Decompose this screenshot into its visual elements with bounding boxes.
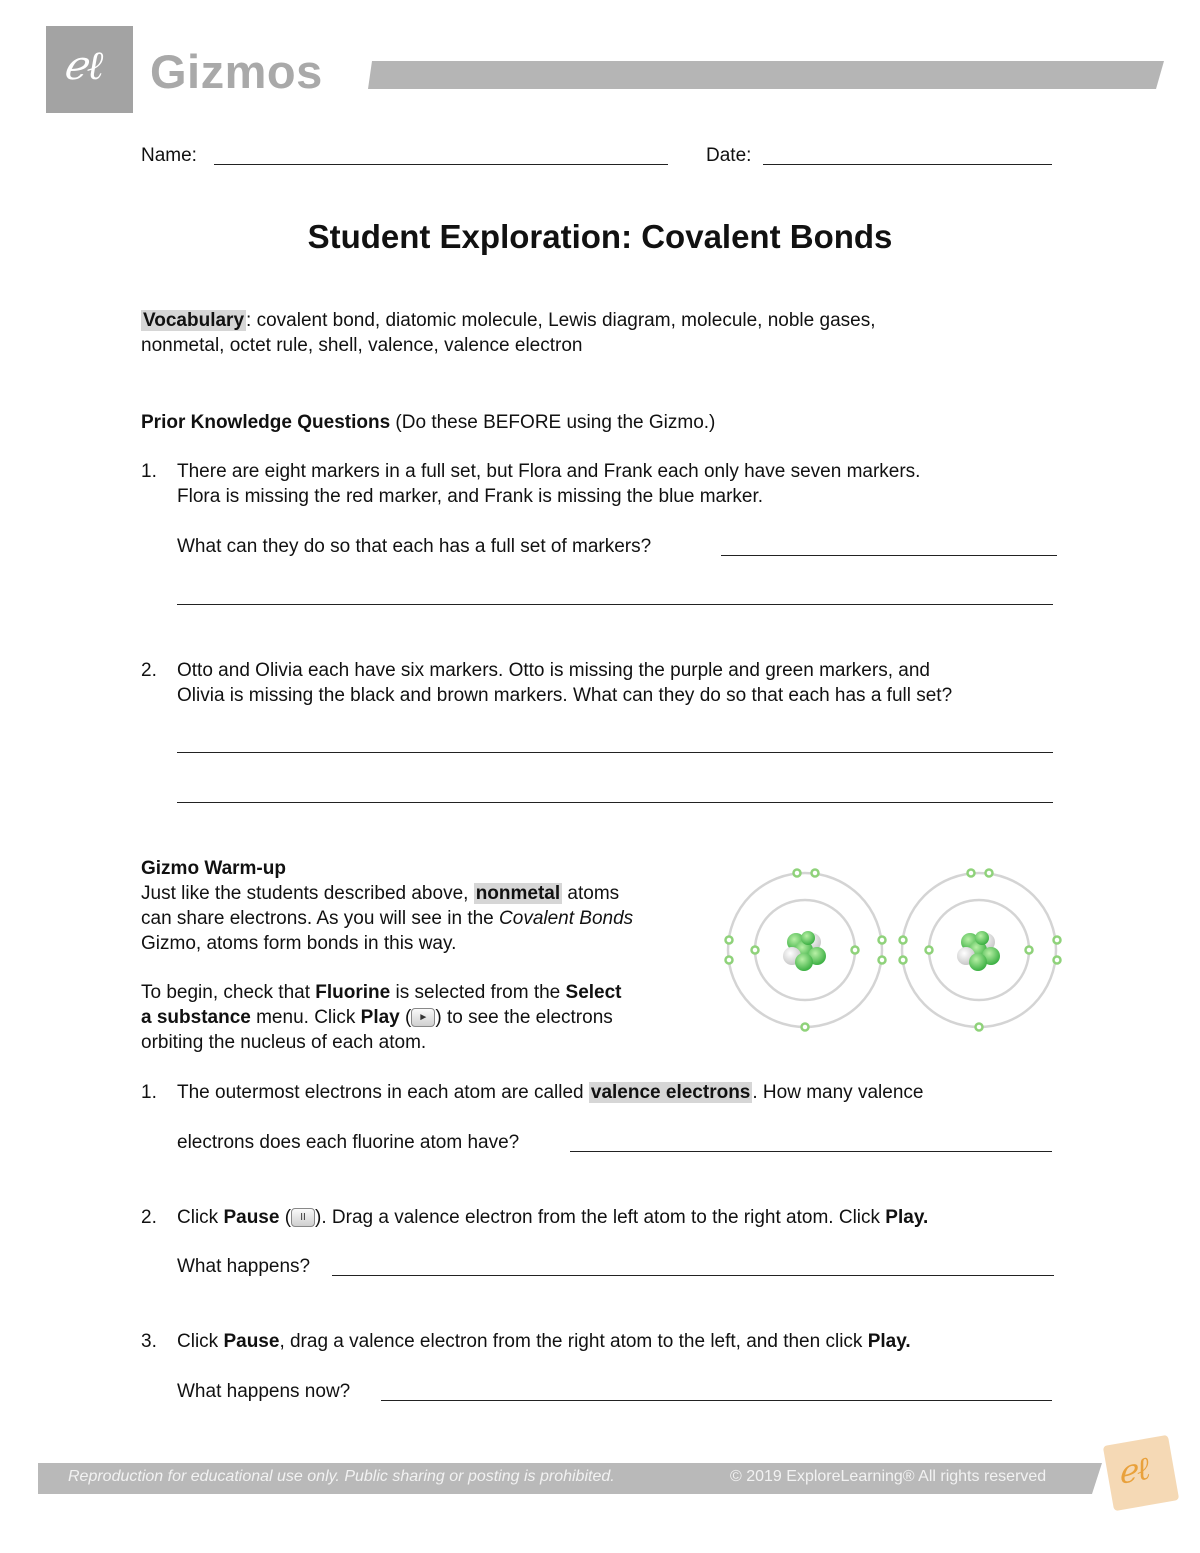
pause-label: Pause [223,1331,280,1352]
logo-glyph-small: ℯℓ [1114,1448,1153,1492]
prior-q2-answer-line-1[interactable] [177,752,1053,753]
header-bar [368,61,1164,89]
fluorine-label: Fluorine [315,982,391,1003]
warmup-line-5 [141,1005,613,1030]
warmup-line-1 [141,881,619,906]
warmup-text: Just like the students described above, [141,883,474,904]
warmup-line-3: Gizmo, atoms form bonds in this way. [141,933,457,954]
prior-q2-line1: Otto and Olivia each have six markers. Otto is missing the purple and green markers, and [177,660,930,681]
date-field[interactable] [763,164,1052,165]
warmup-text: ( [279,1207,292,1228]
warmup-text: ). Drag a valence electron from the left atom to the right atom. Click [315,1207,886,1228]
play-label: Play. [885,1207,929,1228]
warmup-text: ) to see the electrons [435,1007,613,1028]
nonmetal-highlight: nonmetal [475,883,561,904]
warmup-text: atoms [562,883,620,904]
right-atom [900,870,1061,1031]
footer-disclaimer: Reproduction for educational use only. Public sharing or posting is prohibited. [68,1468,615,1485]
fluorine-atoms-illustration [722,862,1066,1034]
prior-q1-answer-line-2[interactable] [177,604,1053,605]
play-label: Play [360,1007,400,1028]
warmup-q1-answer-line[interactable] [570,1151,1052,1152]
prior-q1-answer-line-1[interactable] [721,555,1057,556]
select-label: Select [565,982,622,1003]
prior-heading-note: (Do these BEFORE using the Gizmo.) [390,412,716,433]
prior-heading [141,410,715,435]
explorelearning-logo [1103,1435,1179,1511]
play-label: Play. [867,1331,911,1352]
page-title: Student Exploration: Covalent Bonds [307,218,893,255]
warmup-q1-line1 [177,1080,923,1105]
logo-badge [46,26,133,113]
logo-glyph: ℯℓ [63,43,104,89]
vocabulary-line-1 [141,308,875,333]
warmup-line-4 [141,980,622,1005]
prior-q1-number: 1. [141,461,157,482]
vocabulary-label: Vocabulary [143,310,245,331]
vocabulary-terms-1: : covalent bond, diatomic molecule, Lewis diagram, molecule, noble gases, [246,310,876,331]
prior-q2-number: 2. [141,660,157,681]
warmup-heading: Gizmo Warm-up [141,858,286,879]
warmup-q2-number: 2. [141,1207,157,1228]
left-atom [726,870,886,1031]
nucleus-icon [957,931,1000,971]
warmup-q2-answer-line[interactable] [332,1275,1054,1276]
warmup-q3-line2: What happens now? [177,1381,351,1402]
warmup-q2-line1 [177,1205,928,1230]
warmup-q1-number: 1. [141,1082,157,1103]
prior-q1-question: What can they do so that each has a full set of markers? [177,536,652,557]
warmup-text: menu. Click [250,1007,361,1028]
warmup-q2-line2: What happens? [177,1256,311,1277]
warmup-line-6: orbiting the nucleus of each atom. [141,1032,427,1053]
warmup-text: Click [177,1331,224,1352]
prior-q2-line2: Olivia is missing the black and brown markers. What can they do so that each has a full set? [177,685,953,706]
name-label: Name: [141,145,197,166]
pause-label: Pause [223,1207,280,1228]
warmup-q1-line2: electrons does each fluorine atom have? [177,1132,520,1153]
play-icon: ► [411,1008,435,1027]
warmup-text: Click [177,1207,224,1228]
warmup-q3-line1 [177,1329,911,1354]
brand-name: Gizmos [150,45,323,98]
prior-heading-title: Prior Knowledge Questions [141,412,391,433]
warmup-text: , drag a valence electron from the right atom to the left, and then click [279,1331,868,1352]
warmup-q3-answer-line[interactable] [381,1400,1052,1401]
gizmo-name: Covalent Bonds [499,908,634,929]
warmup-text: . How many valence [752,1082,924,1103]
substance-menu-label: a substance [141,1007,251,1028]
footer-copyright: © 2019 ExploreLearning® All rights reserved [730,1468,1047,1485]
pause-icon: II [291,1208,315,1227]
warmup-text: is selected from the [390,982,566,1003]
valence-electrons-highlight: valence electrons [590,1082,751,1103]
prior-q2-answer-line-2[interactable] [177,802,1053,803]
prior-q1-line2: Flora is missing the red marker, and Frank is missing the blue marker. [177,486,764,507]
date-label: Date: [706,145,752,166]
warmup-text: The outermost electrons in each atom are called [177,1082,589,1103]
warmup-text: To begin, check that [141,982,316,1003]
vocabulary-terms-2: nonmetal, octet rule, shell, valence, valence electron [141,335,583,356]
warmup-line-2 [141,906,633,931]
prior-q1-line1: There are eight markers in a full set, but Flora and Frank each only have seven markers. [177,461,921,482]
warmup-q3-number: 3. [141,1331,157,1352]
warmup-text: ( [399,1007,412,1028]
name-field[interactable] [214,164,668,165]
nucleus-icon [783,931,826,971]
warmup-text: can share electrons. As you will see in the [141,908,500,929]
